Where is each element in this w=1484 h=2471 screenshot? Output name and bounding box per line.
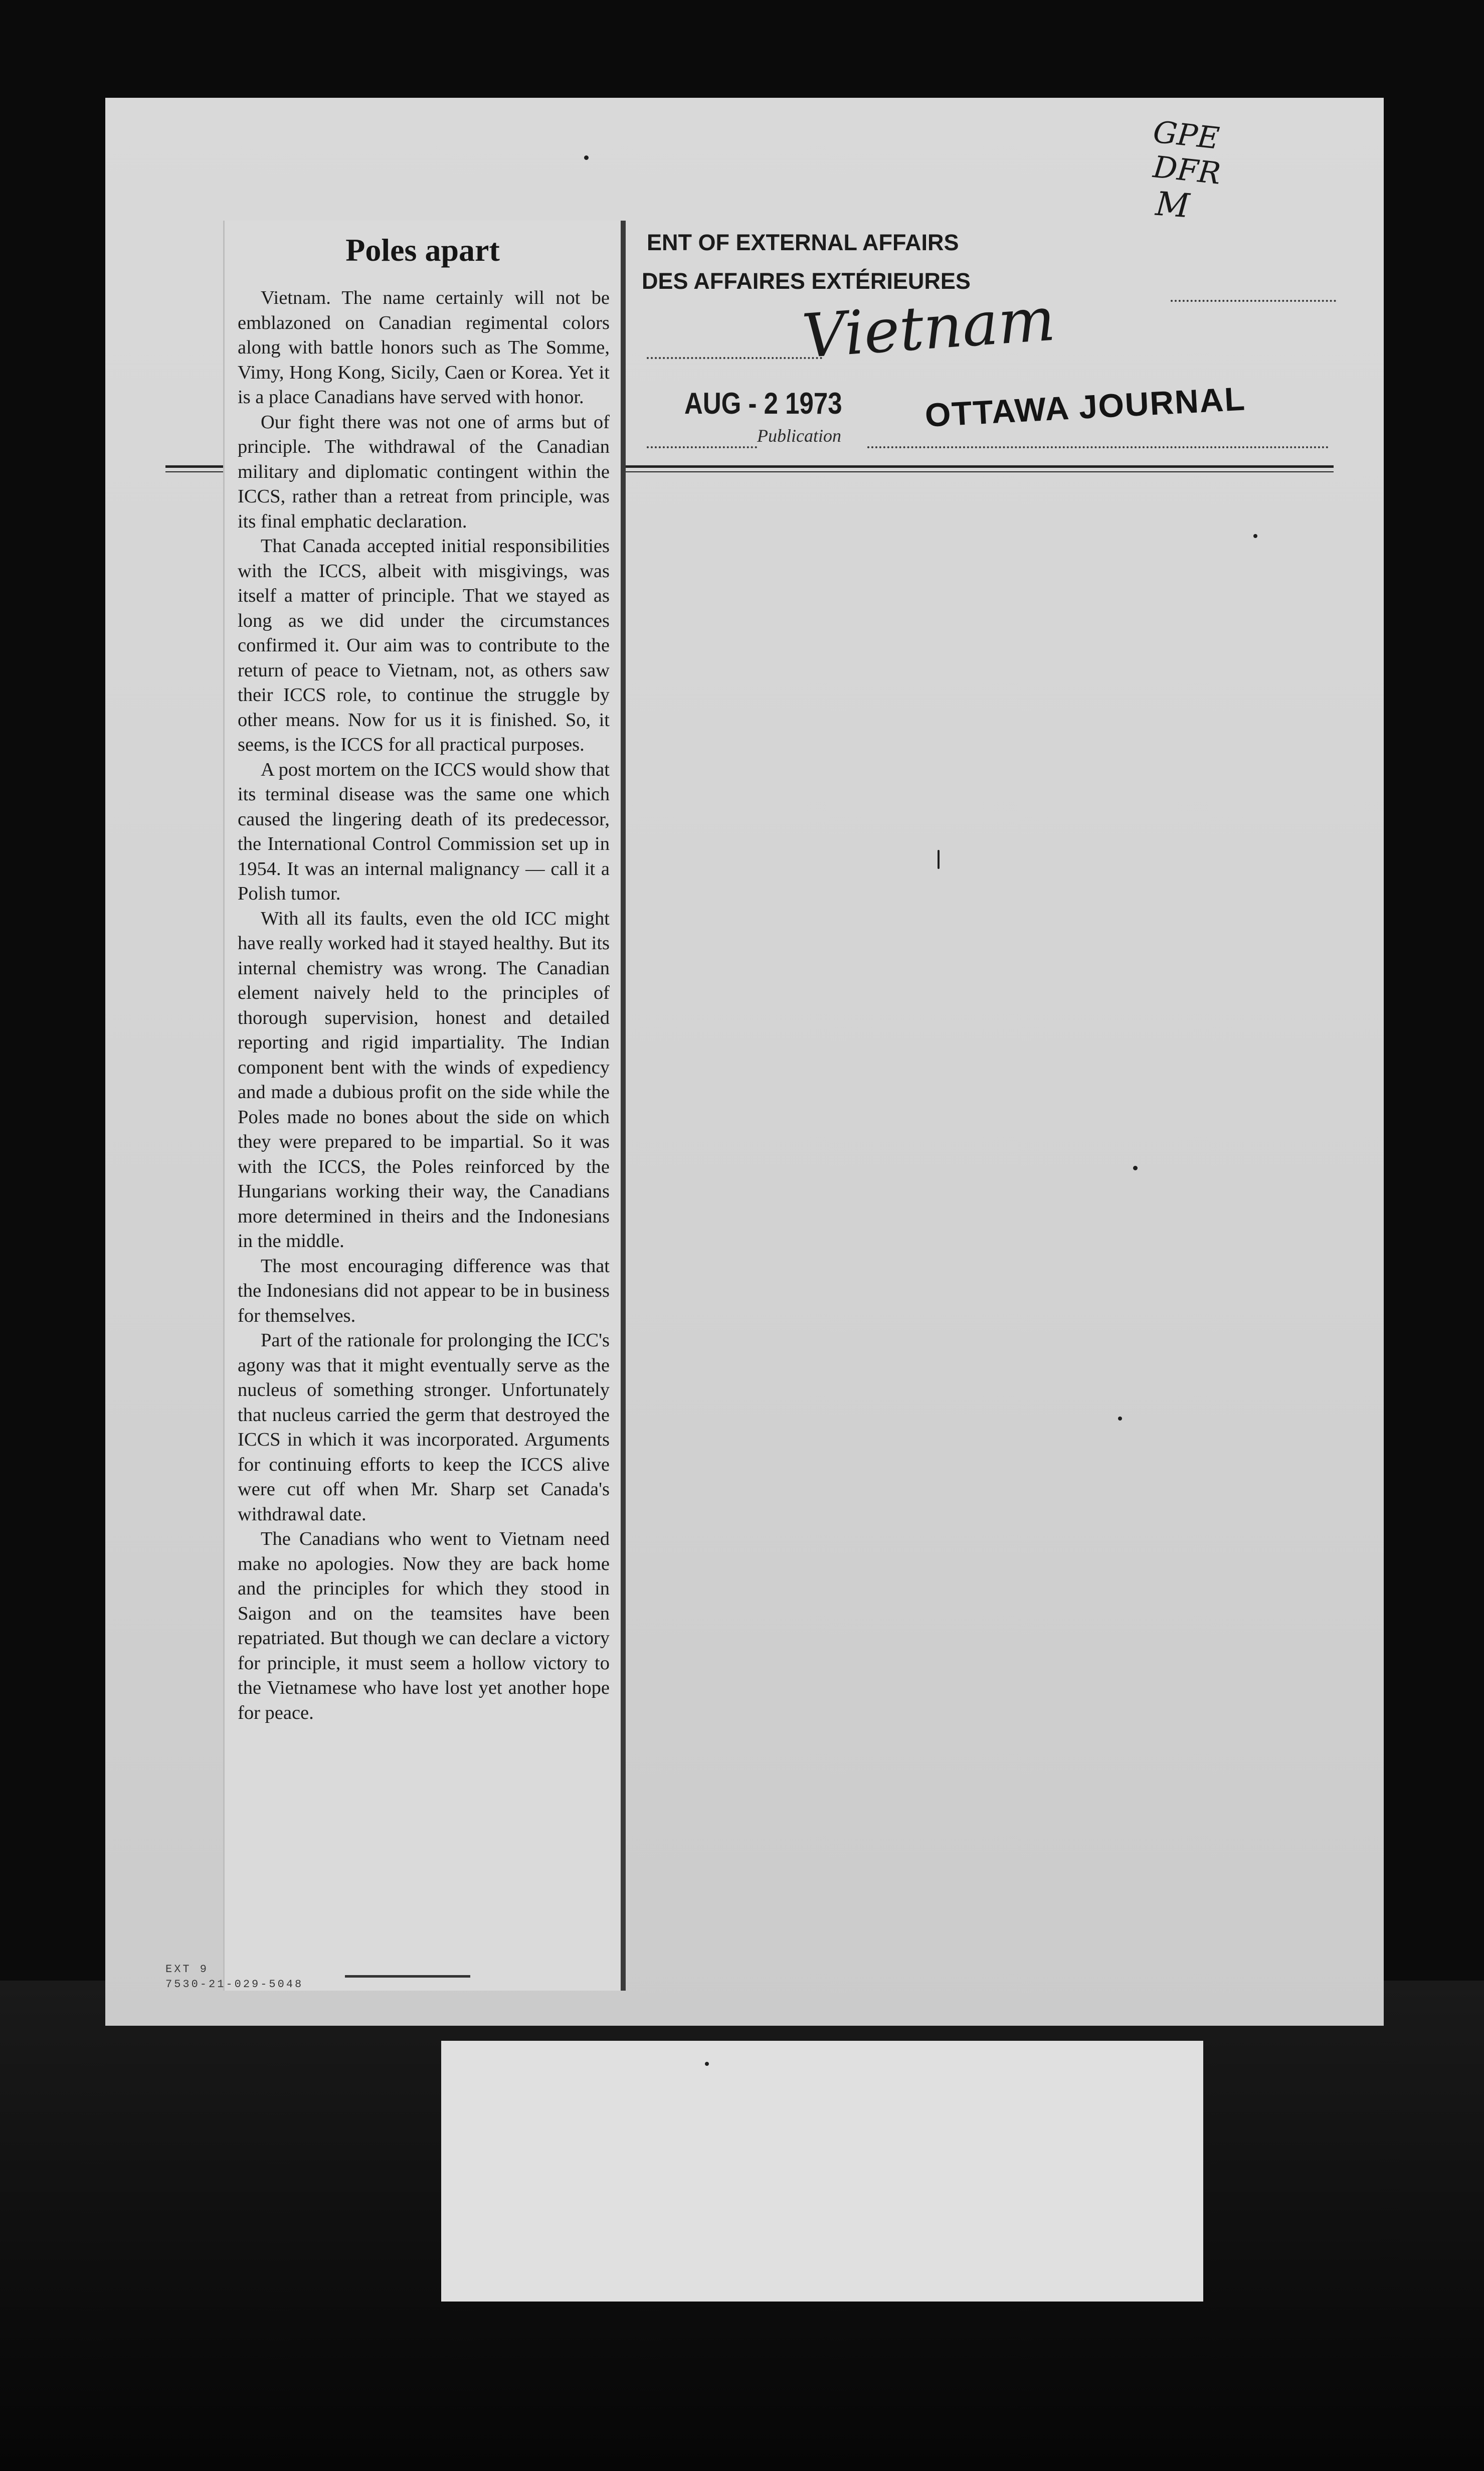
speck bbox=[1253, 534, 1257, 538]
article-paragraph: Our fight there was not one of arms but of principle. The withdrawal of the Canadian military and diplomatic contingent within the ICCS, rather than a retreat from principle, was its final emphatic declaration. bbox=[238, 411, 610, 532]
article-paragraph: Part of the rationale for prolonging the ICC's agony was that it might eventually serve as the nucleus of something stronger. Unfortunately that nucleus carried the germ that destroyed the ICCS in which it was incorporated. Arguments for continuing efforts to keep the ICCS alive were cut off when Mr. Sharp set Canada's withdrawal date. bbox=[238, 1330, 610, 1525]
article-paragraph: A post mortem on the ICCS would show that its terminal disease was the same one which caused the lingering death of its predecessor, the International Control Commission set up in 1954. It was an internal malignancy — call it a Polish tumor. bbox=[238, 759, 610, 904]
article-paragraph: With all its faults, even the old ICC might have really worked had it stayed healthy. But its internal chemistry was wrong. The Canadian element naively held to the principles of thorough supervision, honest and detailed reporting and rigid impartiality. The Indian component bent with the winds of expediency and made a dubious profit on the side while the Poles made no bones about the side on which they were prepared to be impartial. So it was with the ICCS, the Poles reinforced by the Hungarians working their way, the Canadians more determined in theirs and the Indonesians in the middle. bbox=[238, 908, 610, 1252]
article-paragraph: Vietnam. The name certainly will not be emblazoned on Canadian regimental colors along with battle honors such as The Somme, Vimy, Hong Kong, Sicily, Caen or Korea. Yet it is a place Canadians have served with honor. bbox=[238, 287, 610, 408]
date-stamp: AUG - 2 1973 bbox=[684, 387, 842, 420]
corner-note-1: GPE bbox=[1151, 114, 1221, 156]
corner-note-2: DFR bbox=[1151, 149, 1223, 192]
reference-dotted-line bbox=[1171, 300, 1336, 302]
article-paragraph: The Canadians who went to Vietnam need make no apologies. Now they are back home and the principles for which they stood in Saigon and on the teamsites have been repatriated. But though we can declare a victory for principle, it must seem a hollow victory to the Vietnamese who have lost yet another hope for peace. bbox=[238, 1528, 610, 1723]
newspaper-clipping bbox=[223, 221, 626, 1991]
article-paragraph: The most encouraging difference was that the Indonesians did not appear to be in business for themselves. bbox=[238, 1255, 610, 1326]
speck bbox=[705, 2062, 709, 2066]
article-end-rule bbox=[345, 1975, 470, 1978]
speck bbox=[1118, 1417, 1122, 1421]
form-code-stock: 7530-21-029-5048 bbox=[165, 1978, 304, 1991]
article-paragraph: That Canada accepted initial responsibilities with the ICCS, albeit with misgivings, was itself a matter of principle. That we stayed as long as we did under the circumstances confirmed it. Our aim was to contribute to the return of peace to Vietnam, not, as others saw their ICCS role, to continue the struggle by other means. Now for us it is finished. So, it seems, is the ICCS for all practical purposes. bbox=[238, 536, 610, 755]
corner-note-3: M bbox=[1154, 184, 1191, 226]
department-name-french: DES AFFAIRES EXTÉRIEURES bbox=[642, 268, 971, 294]
form-code-ext: EXT 9 bbox=[165, 1963, 209, 1976]
publication-label: Publication bbox=[757, 426, 841, 446]
handwritten-subject: Vietnam bbox=[800, 284, 1058, 372]
speck bbox=[584, 155, 589, 160]
publication-stamp: OTTAWA JOURNAL bbox=[924, 380, 1247, 434]
speck bbox=[1133, 1166, 1138, 1170]
blank-paper-slip bbox=[441, 2041, 1203, 2302]
date-dotted-line bbox=[647, 446, 757, 448]
article-body bbox=[238, 286, 610, 1725]
department-name-english: ENT OF EXTERNAL AFFAIRS bbox=[647, 230, 959, 255]
article-title: Poles apart bbox=[345, 232, 500, 268]
subject-dotted-line bbox=[647, 357, 822, 359]
scratch-mark bbox=[938, 850, 940, 869]
publication-dotted-line bbox=[867, 446, 1329, 448]
